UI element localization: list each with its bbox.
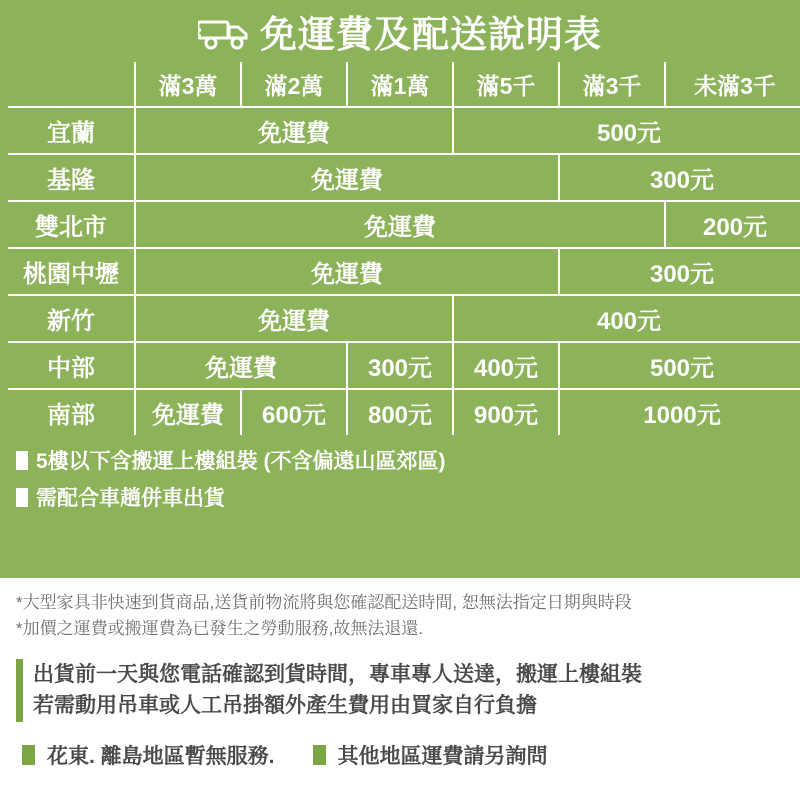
table-row — [8, 154, 800, 201]
cell-5-1: 300元 — [347, 342, 453, 389]
disclaimer-line-2: *加價之運費或搬運費為已發生之勞動服務,故無法退還. — [16, 619, 424, 639]
note-text: 5樓以下含搬運上樓組裝 (不含偏遠山區郊區) — [36, 450, 446, 473]
row-header-1: 基隆 — [8, 154, 135, 201]
truck-icon — [198, 16, 250, 52]
square-bullet-icon — [313, 745, 326, 765]
cell-3-0: 免運費 — [135, 248, 559, 295]
freight-table — [8, 62, 800, 435]
bottom-note-1: 花東. 離島地區暫無服務. — [47, 744, 275, 768]
cell-6-2: 800元 — [347, 389, 453, 435]
note-text: 需配合車趟併車出貨 — [36, 487, 225, 510]
table-corner-cell — [8, 62, 135, 107]
col-header-3: 滿5千 — [453, 62, 559, 107]
cell-6-3: 900元 — [453, 389, 559, 435]
cell-5-2: 400元 — [453, 342, 559, 389]
row-header-2: 雙北市 — [8, 201, 135, 248]
table-header-row — [8, 62, 800, 107]
highlight-text-group — [33, 659, 642, 722]
col-header-5: 未滿3千 — [665, 62, 800, 107]
cell-5-0: 免運費 — [135, 342, 347, 389]
cell-0-0: 免運費 — [135, 107, 453, 154]
col-header-0: 滿3萬 — [135, 62, 241, 107]
cell-1-1: 300元 — [559, 154, 800, 201]
square-bullet-icon — [22, 745, 35, 765]
cell-6-0: 免運費 — [135, 389, 241, 435]
cell-6-4: 1000元 — [559, 389, 800, 435]
table-header — [8, 62, 800, 107]
row-header-4: 新竹 — [8, 295, 135, 342]
table-row — [8, 201, 800, 248]
cell-4-0: 免運費 — [135, 295, 453, 342]
row-header-0: 宜蘭 — [8, 107, 135, 154]
footer-panel — [0, 578, 800, 800]
accent-bar-icon — [16, 659, 23, 722]
table-row — [8, 248, 800, 295]
disclaimer-line-1: *大型家具非快速到貨商品,送貨前物流將與您確認配送時間, 恕無法指定日期與時段 — [16, 593, 632, 612]
cell-2-1: 200元 — [665, 201, 800, 248]
table-row — [8, 295, 800, 342]
table-row — [8, 342, 800, 389]
page-title — [0, 0, 800, 62]
table-body — [8, 107, 800, 435]
bottom-note-2: 其他地區運費請另詢問 — [337, 744, 548, 768]
cell-4-1: 400元 — [453, 295, 800, 342]
title-text: 免運費及配送說明表 — [260, 13, 602, 55]
cell-2-0: 免運費 — [135, 201, 665, 248]
cell-6-1: 600元 — [241, 389, 347, 435]
table-row — [8, 107, 800, 154]
highlight-line-2: 若需動用吊車或人工吊掛額外產生費用由買家自行負擔 — [33, 694, 537, 718]
notes-list — [0, 435, 800, 512]
table-row — [8, 389, 800, 435]
highlight-block — [16, 659, 784, 722]
note-item — [16, 445, 784, 475]
cell-5-3: 500元 — [559, 342, 800, 389]
row-header-6: 南部 — [8, 389, 135, 435]
col-header-2: 滿1萬 — [347, 62, 453, 107]
cell-0-1: 500元 — [453, 107, 800, 154]
freight-table-wrap — [0, 62, 800, 435]
col-header-4: 滿3千 — [559, 62, 665, 107]
square-bullet-icon — [16, 488, 28, 507]
cell-1-0: 免運費 — [135, 154, 559, 201]
col-header-1: 滿2萬 — [241, 62, 347, 107]
square-bullet-icon — [16, 451, 28, 470]
cell-3-1: 300元 — [559, 248, 800, 295]
note-item — [16, 482, 784, 512]
bottom-notes — [16, 740, 784, 770]
highlight-line-1: 出貨前一天與您電話確認到貨時間，專車專人送達，搬運上樓組裝 — [33, 662, 642, 686]
row-header-3: 桃園中壢 — [8, 248, 135, 295]
row-header-5: 中部 — [8, 342, 135, 389]
